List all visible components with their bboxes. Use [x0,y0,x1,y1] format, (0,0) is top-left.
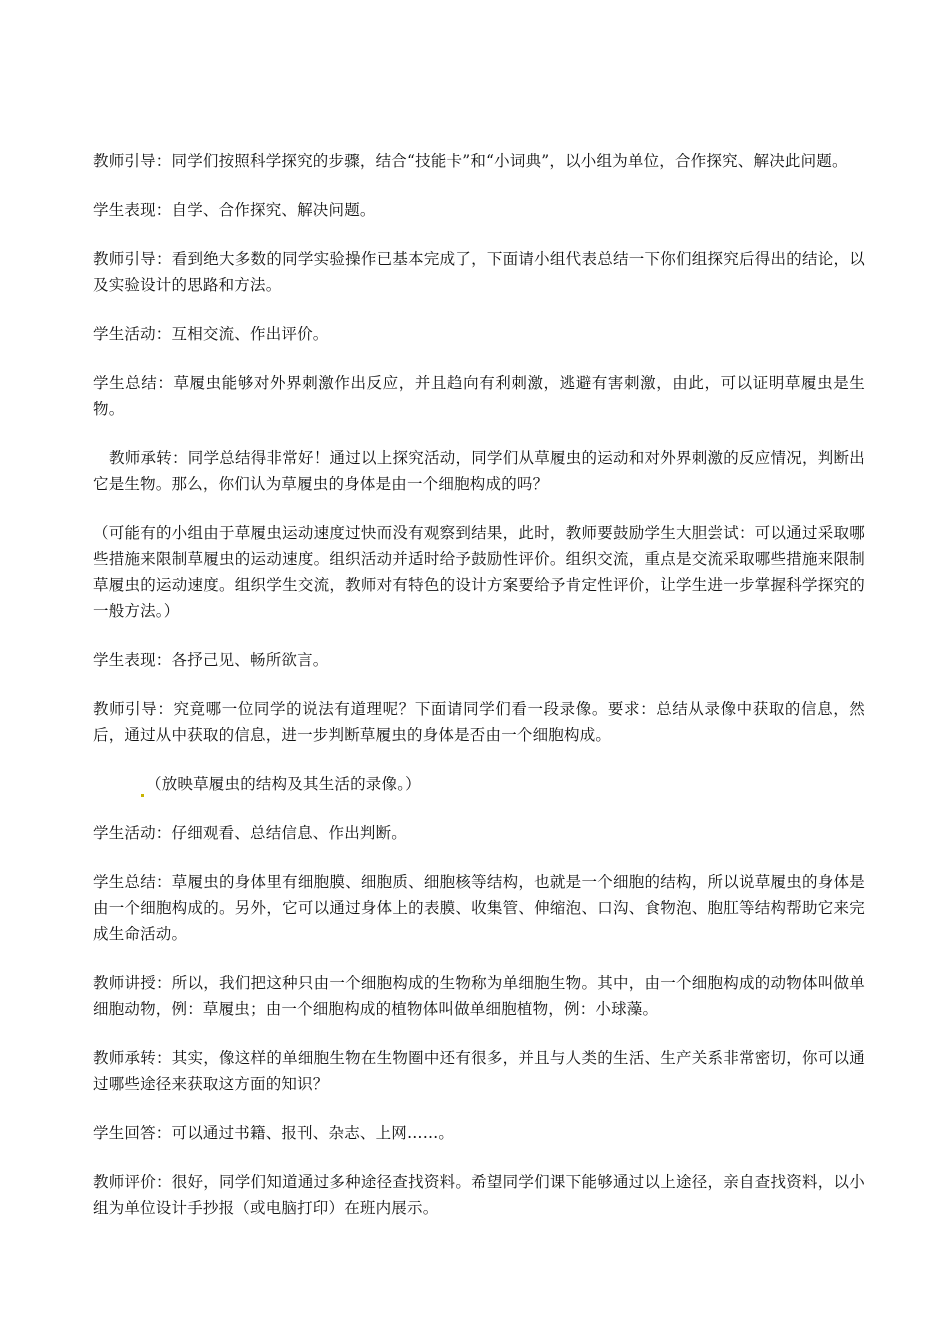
highlight-mark [141,794,144,797]
paragraph-teacher-transition-2: 教师承转：其实，像这样的单细胞生物在生物圈中还有很多，并且与人类的生活、生产关系非常密切，你可以通过哪些途径来获取这方面的知识？ [93,1049,865,1093]
paragraph-student-activity-2: 学生活动：仔细观看、总结信息、作出判断。 [93,824,408,842]
paragraph-student-summary-2: 学生总结：草履虫的身体里有细胞膜、细胞质、细胞核等结构，也就是一个细胞的结构，所以说草履虫的身体是由一个细胞构成的。另外，它可以通过身体上的表膜、收集管、伸缩泡、口沟、食物泡、胞肛等结构帮助它来完成生命活动。 [93,873,865,943]
paragraph-teacher-guide-1: 教师引导：同学们按照科学探究的步骤，结合“技能卡”和“小词典”，以小组为单位，合作探究、解决此问题。 [93,152,848,170]
video-note-text: （放映草履虫的结构及其生活的录像。） [146,775,421,793]
paragraph-teacher-evaluation: 教师评价：很好，同学们知道通过多种途径查找资料。希望同学们课下能够通过以上途径，亲自查找资料，以小组为单位设计手抄报（或电脑打印）在班内展示。 [93,1173,865,1217]
paragraph-student-answer: 学生回答：可以通过书籍、报刊、杂志、上网……。 [93,1124,455,1142]
paragraph-student-performance-1: 学生表现：自学、合作探究、解决问题。 [93,201,376,219]
paragraph-teacher-transition-1: 教师承转：同学总结得非常好！通过以上探究活动，同学们从草履虫的运动和对外界刺激的反应情况，判断出它是生物。那么，你们认为草履虫的身体是由一个细胞构成的吗？ [93,449,865,493]
paragraph-teacher-lecture: 教师讲授：所以，我们把这种只由一个细胞构成的生物称为单细胞生物。其中，由一个细胞构成的动物体叫做单细胞动物，例：草履虫；由一个细胞构成的植物体叫做单细胞植物，例：小球藻。 [93,974,865,1018]
paragraph-student-activity-1: 学生活动：互相交流、作出评价。 [93,325,329,343]
document-body [93,148,865,1244]
paragraph-student-summary-1: 学生总结：草履虫能够对外界刺激作出反应，并且趋向有利刺激，逃避有害刺激，由此，可以证明草履虫是生物。 [93,374,865,418]
paragraph-video-note [93,771,865,797]
paragraph-student-performance-2: 学生表现：各抒己见、畅所欲言。 [93,651,329,669]
paragraph-teacher-guide-2: 教师引导：看到绝大多数的同学实验操作已基本完成了，下面请小组代表总结一下你们组探究后得出的结论，以及实验设计的思路和方法。 [93,250,865,294]
paragraph-note: （可能有的小组由于草履虫运动速度过快而没有观察到结果，此时，教师要鼓励学生大胆尝试：可以通过采取哪些措施来限制草履虫的运动速度。组织活动并适时给予鼓励性评价。组织交流，重点是交流采取哪些措施来限制草履虫的运动速度。组织学生交流，教师对有特色的设计方案要给予肯定性评价，让学生进一步掌握科学探究的一般方法。） [93,524,865,620]
paragraph-teacher-guide-3: 教师引导：究竟哪一位同学的说法有道理呢？下面请同学们看一段录像。要求：总结从录像中获取的信息，然后，通过从中获取的信息，进一步判断草履虫的身体是否由一个细胞构成。 [93,700,865,744]
